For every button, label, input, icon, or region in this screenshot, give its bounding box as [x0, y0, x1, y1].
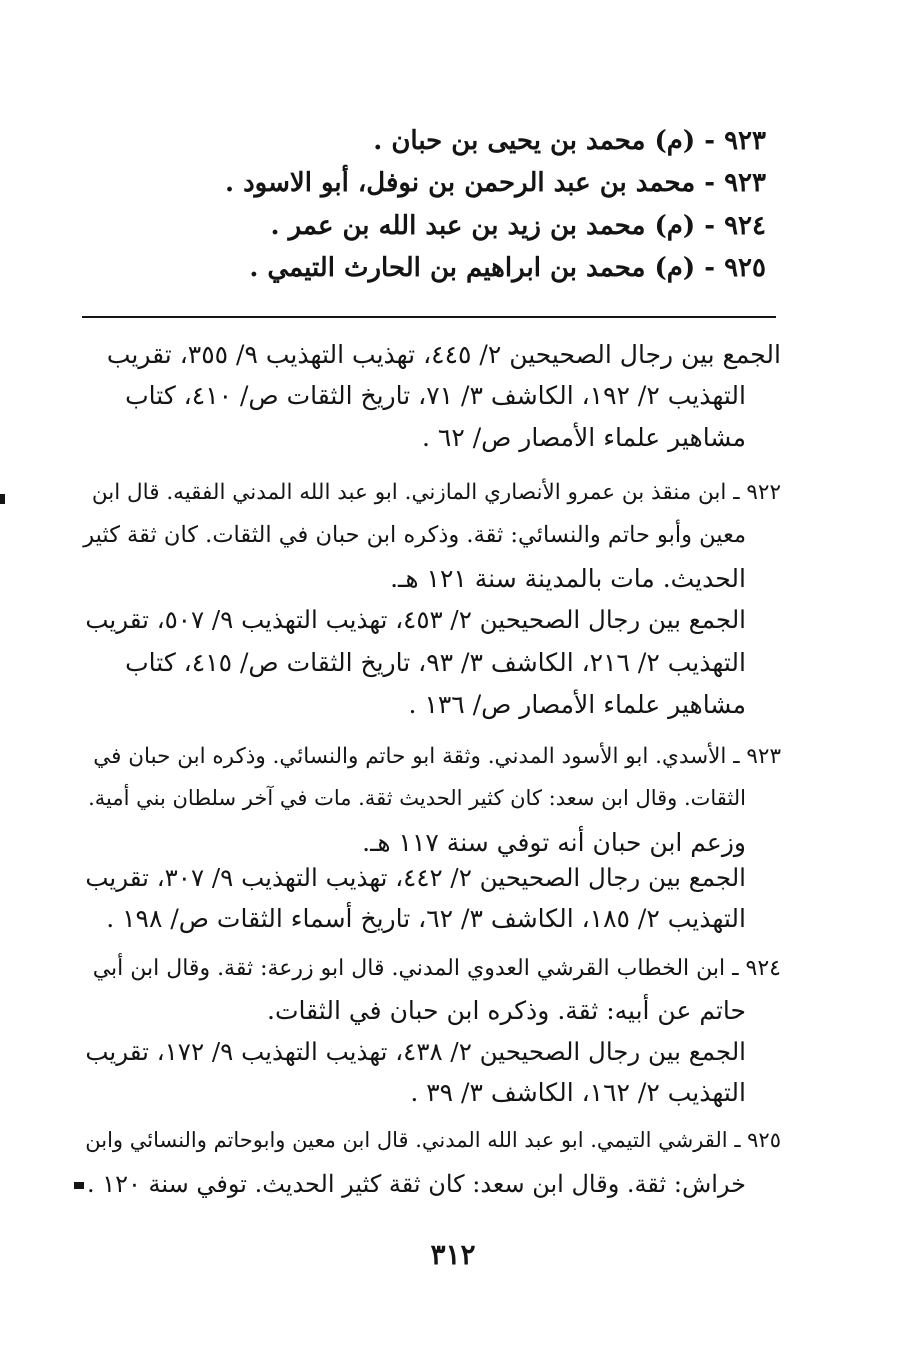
page-number: ٣١٢: [430, 1238, 476, 1271]
header-entry: ٩٢٤ - (م) محمد بن زيد بن عبد الله بن عمر .: [270, 211, 766, 241]
note-line: معين وأبو حاتم والنسائي: ثقة. وذكره ابن حبان في الثقات. كان ثقة كثير: [83, 522, 746, 548]
header-entry: ٩٢٣ - محمد بن عبد الرحمن بن نوفل، أبو الاسود .: [224, 168, 766, 198]
header-entry: ٩٢٥ - (م) محمد بن ابراهيم بن الحارث التيمي .: [249, 253, 766, 283]
margin-mark: [0, 494, 5, 504]
note-line: مشاهير علماء الأمصار ص/ ١٣٦ .: [408, 690, 746, 719]
note-line: ٩٢٤ ـ ابن الخطاب القرشي العدوي المدني. قال ابو زرعة: ثقة. وقال ابن أبي: [92, 956, 781, 981]
note-line: حاتم عن أبيه: ثقة. وذكره ابن حبان في الثقات.: [267, 996, 746, 1025]
note-line: مشاهير علماء الأمصار ص/ ٦٢ .: [421, 423, 746, 452]
header-entry: ٩٢٣ - (م) محمد بن يحيى بن حبان .: [373, 126, 766, 156]
note-line: الجمع بين رجال الصحيحين ٢/ ٤٥٣، تهذيب التهذيب ٩/ ٥٠٧، تقريب: [85, 605, 746, 634]
note-line: الثقات. وقال ابن سعد: كان كثير الحديث ثقة. مات في آخر سلطان بني أمية.: [88, 786, 746, 810]
note-line: التهذيب ٢/ ١٩٢، الكاشف ٣/ ٧١، تاريخ الثقات ص/ ٤١٠، كتاب: [125, 381, 746, 410]
note-line: الجمع بين رجال الصحيحين ٢/ ٤٤٢، تهذيب التهذيب ٩/ ٣٠٧، تقريب: [85, 863, 746, 892]
end-marker: [74, 1182, 84, 1189]
note-line: التهذيب ٢/ ١٨٥، الكاشف ٣/ ٦٢، تاريخ أسماء الثقات ص/ ١٩٨ .: [106, 904, 746, 933]
note-line: ٩٢٣ ـ الأسدي. ابو الأسود المدني. وثقة ابو حاتم والنسائي. وذكره ابن حبان في: [93, 744, 781, 769]
note-line: ٩٢٢ ـ ابن منقذ بن عمرو الأنصاري المازني. ابو عبد الله المدني الفقيه. قال ابن: [91, 480, 781, 505]
note-line: وزعم ابن حبان أنه توفي سنة ١١٧ هـ.: [362, 828, 746, 857]
note-line: ٩٢٥ ـ القرشي التيمي. ابو عبد الله المدني. قال ابن معين وابوحاتم والنسائي وابن: [85, 1128, 781, 1152]
note-line: الجمع بين رجال الصحيحين ٢/ ٤٤٥، تهذيب التهذيب ٩/ ٣٥٥، تقريب: [106, 340, 781, 369]
note-line: الحديث. مات بالمدينة سنة ١٢١ هـ.: [390, 564, 746, 593]
note-line: التهذيب ٢/ ٢١٦، الكاشف ٣/ ٩٣، تاريخ الثقات ص/ ٤١٥، كتاب: [125, 648, 746, 677]
footnote-separator: [82, 316, 776, 318]
note-line: التهذيب ٢/ ١٦٢، الكاشف ٣/ ٣٩ .: [410, 1078, 746, 1107]
note-line: الجمع بين رجال الصحيحين ٢/ ٤٣٨، تهذيب التهذيب ٩/ ١٧٢، تقريب: [85, 1037, 746, 1066]
note-line: خراش: ثقة. وقال ابن سعد: كان ثقة كثير الحديث. توفي سنة ١٢٠ .: [86, 1170, 746, 1198]
